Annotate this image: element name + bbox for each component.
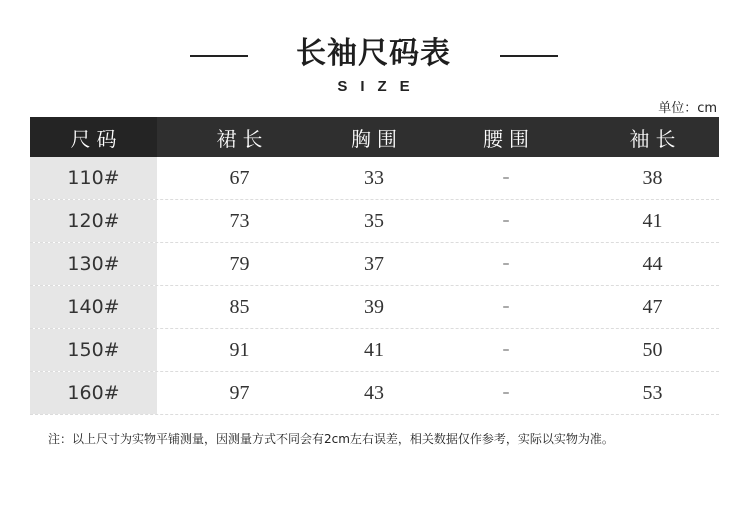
cell-size: 150# <box>30 329 157 371</box>
header-sleeve: 袖长 <box>629 126 682 151</box>
cell-size: 140# <box>30 286 157 328</box>
cell-skirt-length: 85 <box>229 295 250 318</box>
cell-waist: – <box>502 299 510 315</box>
cell-sleeve: 41 <box>642 209 663 232</box>
cell-waist: – <box>502 170 510 186</box>
cell-chest: 33 <box>364 166 384 189</box>
cell-size: 160# <box>30 372 157 414</box>
cell-sleeve: 38 <box>642 166 663 189</box>
title-area <box>0 34 747 74</box>
header-size: 尺码 <box>30 117 157 157</box>
cell-waist: – <box>502 213 510 229</box>
table-header <box>30 117 719 157</box>
cell-skirt-length: 97 <box>229 381 250 404</box>
table-row <box>30 157 719 200</box>
header-skirt-length: 裙长 <box>216 126 269 151</box>
cell-chest: 41 <box>364 338 384 361</box>
cell-skirt-length: 73 <box>229 209 250 232</box>
cell-size: 120# <box>30 200 157 242</box>
table-row <box>30 286 719 329</box>
cell-chest: 43 <box>364 381 384 404</box>
header-chest: 胸围 <box>351 126 403 151</box>
cell-waist: – <box>502 256 510 272</box>
cell-chest: 39 <box>364 295 384 318</box>
cell-sleeve: 50 <box>642 338 663 361</box>
footnote: 注：以上尺寸为实物平铺测量，因测量方式不同会有2cm左右误差，相关数据仅作参考，实际以实物为准。 <box>48 432 614 446</box>
cell-waist: – <box>502 342 510 358</box>
table-row <box>30 329 719 372</box>
cell-skirt-length: 67 <box>229 166 250 189</box>
unit-label: 单位：cm <box>658 101 717 116</box>
cell-sleeve: 47 <box>642 295 663 318</box>
size-table <box>30 117 719 415</box>
cell-skirt-length: 79 <box>229 252 250 275</box>
table-row <box>30 372 719 415</box>
cell-size: 110# <box>30 157 157 199</box>
cell-size: 130# <box>30 243 157 285</box>
table-row <box>30 243 719 286</box>
page-title: 长袖尺码表 <box>296 36 451 71</box>
title-right-rule <box>500 55 558 57</box>
cell-sleeve: 44 <box>642 252 663 275</box>
page-subtitle: SIZE <box>337 78 423 95</box>
table-row <box>30 200 719 243</box>
cell-chest: 37 <box>364 252 384 275</box>
cell-sleeve: 53 <box>642 381 663 404</box>
header-waist: 腰围 <box>483 126 535 151</box>
cell-waist: – <box>502 385 510 401</box>
cell-chest: 35 <box>364 209 384 232</box>
cell-skirt-length: 91 <box>229 338 250 361</box>
